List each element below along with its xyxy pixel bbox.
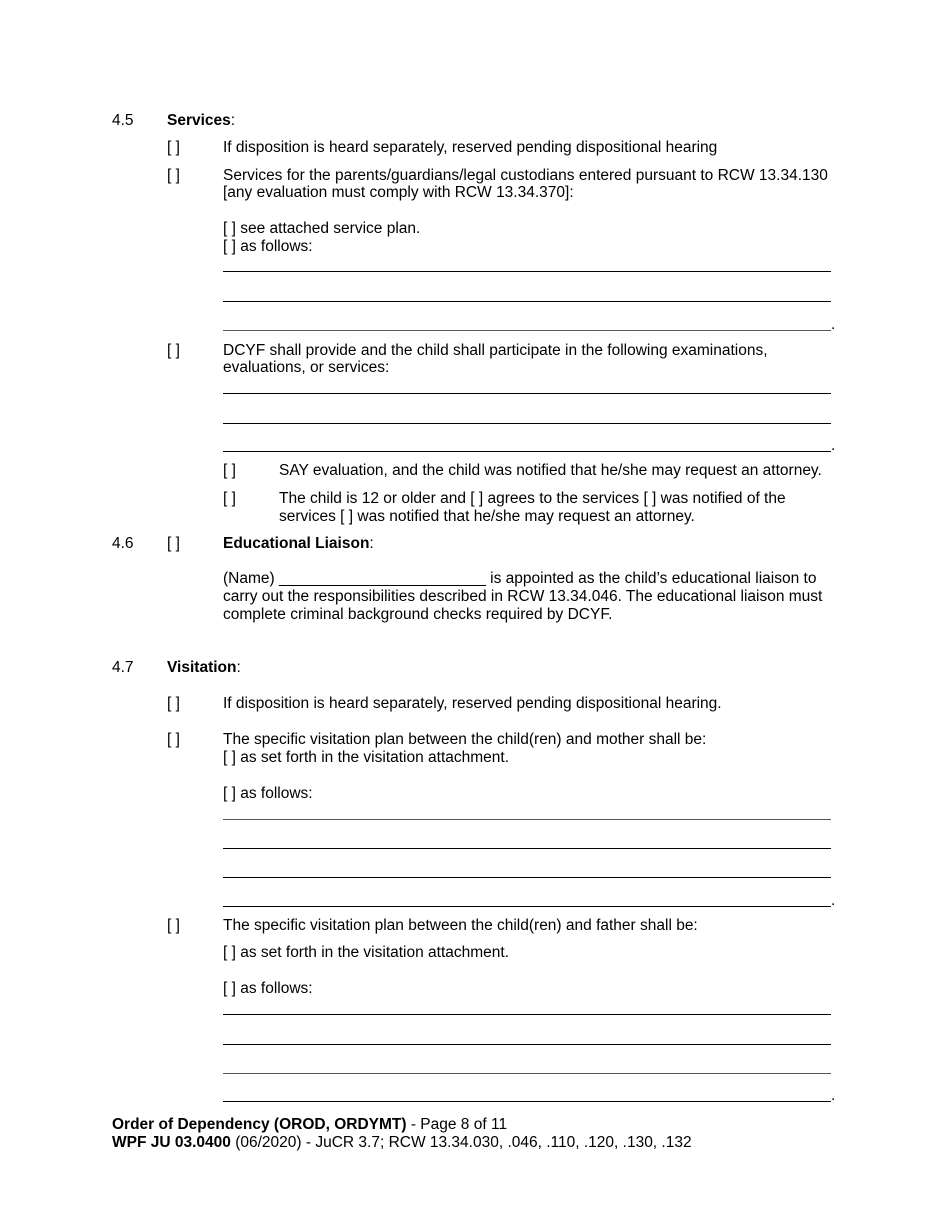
father-attachment-option[interactable]: [ ] as set forth in the visitation attachment.: [223, 944, 510, 961]
mother-fill-line-1[interactable]: [223, 819, 831, 820]
liaison-text-line1[interactable]: (Name) ________________________ is appointed as the child’s educational liaison to: [223, 570, 817, 587]
child-12-older-text-line2: services [ ] was notified that he/she may request an attorney.: [279, 508, 695, 525]
dcyf-fill-line-3[interactable]: [223, 451, 831, 452]
section-4-6-number: 4.6: [112, 535, 134, 552]
mother-fill-line-4[interactable]: [223, 906, 831, 907]
child-12-older-checkbox[interactable]: [ ]: [223, 490, 236, 507]
services-disposition-text: If disposition is heard separately, reserved pending dispositional hearing: [223, 139, 718, 156]
footer-form-number: WPF JU 03.0400: [112, 1134, 231, 1151]
services-disposition-checkbox[interactable]: [ ]: [167, 139, 180, 156]
section-4-7-heading: [167, 659, 241, 677]
child-12-older-text-line1: The child is 12 or older and [ ] agrees to the services [ ] was notified of the: [279, 490, 786, 507]
dcyf-fill-line-2[interactable]: [223, 423, 831, 424]
mother-as-follows-option[interactable]: [ ] as follows:: [223, 785, 313, 802]
services-parents-text-line1: Services for the parents/guardians/legal custodians entered pursuant to RCW 13.34.130: [223, 167, 828, 184]
dcyf-services-text-line1: DCYF shall provide and the child shall participate in the following examinations,: [223, 342, 768, 359]
line-end-period: .: [831, 1087, 836, 1104]
footer-form-info: [112, 1134, 692, 1152]
say-evaluation-text: SAY evaluation, and the child was notified that he/she may request an attorney.: [279, 462, 822, 479]
liaison-text-line2: carry out the responsibilities described in RCW 13.34.046. The educational liaison must: [223, 588, 823, 605]
say-evaluation-checkbox[interactable]: [ ]: [223, 462, 236, 479]
services-as-follows-option[interactable]: [ ] as follows:: [223, 238, 313, 255]
service-plan-option[interactable]: [ ] see attached service plan.: [223, 220, 421, 237]
father-fill-line-3[interactable]: [223, 1073, 831, 1074]
dcyf-services-checkbox[interactable]: [ ]: [167, 342, 180, 359]
section-4-5-heading: [167, 112, 235, 130]
liaison-text-line3: complete criminal background checks required by DCYF.: [223, 606, 613, 623]
line-end-period: .: [831, 316, 836, 333]
line-end-period: .: [831, 437, 836, 454]
visitation-disposition-checkbox[interactable]: [ ]: [167, 695, 180, 712]
section-4-5-title: Services: [167, 112, 231, 129]
line-end-period: .: [831, 892, 836, 909]
section-4-5-number: 4.5: [112, 112, 134, 129]
father-fill-line-2[interactable]: [223, 1044, 831, 1045]
father-visitation-checkbox[interactable]: [ ]: [167, 917, 180, 934]
services-fill-line-3[interactable]: [223, 330, 831, 331]
section-4-6-heading: [223, 535, 374, 553]
mother-fill-line-3[interactable]: [223, 877, 831, 878]
mother-fill-line-2[interactable]: [223, 848, 831, 849]
services-parents-text-line2: [any evaluation must comply with RCW 13.34.370]:: [223, 184, 574, 201]
heading-colon: :: [236, 659, 241, 676]
footer-page-number: - Page 8 of 11: [406, 1116, 508, 1133]
footer-title-bold: Order of Dependency (OROD, ORDYMT): [112, 1116, 407, 1133]
footer-title: [112, 1116, 507, 1134]
dcyf-fill-line-1[interactable]: [223, 393, 831, 394]
mother-visitation-text: The specific visitation plan between the child(ren) and mother shall be:: [223, 731, 707, 748]
heading-colon: :: [369, 535, 374, 552]
heading-colon: :: [230, 112, 236, 129]
father-visitation-text: The specific visitation plan between the child(ren) and father shall be:: [223, 917, 698, 934]
section-4-7-number: 4.7: [112, 659, 134, 676]
father-fill-line-1[interactable]: [223, 1014, 831, 1015]
section-4-6-title: Educational Liaison: [223, 535, 370, 552]
visitation-disposition-text: If disposition is heard separately, reserved pending dispositional hearing.: [223, 695, 722, 712]
dcyf-services-text-line2: evaluations, or services:: [223, 359, 390, 376]
mother-visitation-checkbox[interactable]: [ ]: [167, 731, 180, 748]
services-fill-line-2[interactable]: [223, 301, 831, 302]
educational-liaison-checkbox[interactable]: [ ]: [167, 535, 180, 552]
mother-attachment-option[interactable]: [ ] as set forth in the visitation attachment.: [223, 749, 510, 766]
services-parents-checkbox[interactable]: [ ]: [167, 167, 180, 184]
services-fill-line-1[interactable]: [223, 271, 831, 272]
father-as-follows-option[interactable]: [ ] as follows:: [223, 980, 313, 997]
footer-form-citation: (06/2020) - JuCR 3.7; RCW 13.34.030, .046, .110, .120, .130, .132: [230, 1134, 692, 1151]
father-fill-line-4[interactable]: [223, 1101, 831, 1102]
section-4-7-title: Visitation: [167, 659, 237, 676]
